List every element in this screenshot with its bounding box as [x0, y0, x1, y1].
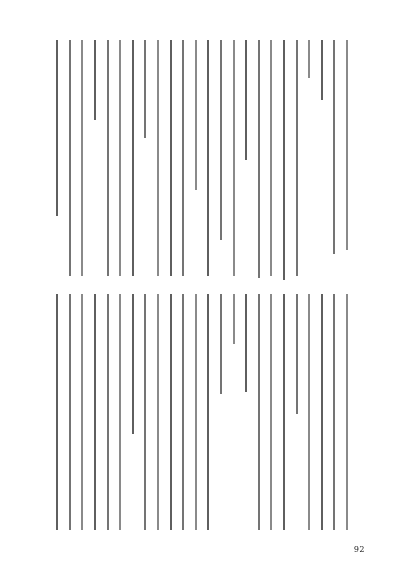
text-column — [233, 40, 235, 276]
text-column — [81, 294, 83, 530]
text-column — [107, 294, 109, 530]
text-column — [296, 40, 298, 276]
text-column — [245, 40, 247, 160]
text-column — [69, 294, 71, 530]
text-column — [144, 40, 146, 138]
text-block-top — [48, 40, 352, 282]
text-column — [182, 294, 184, 530]
text-column — [182, 40, 184, 276]
text-column — [94, 294, 96, 530]
text-column — [132, 294, 134, 434]
text-column — [308, 40, 310, 78]
text-column — [258, 294, 260, 530]
text-column — [195, 294, 197, 530]
text-column — [333, 294, 335, 530]
text-column — [81, 40, 83, 276]
text-column — [195, 40, 197, 190]
text-column — [56, 40, 58, 216]
text-column — [170, 294, 172, 530]
text-column — [283, 40, 285, 280]
text-column — [94, 40, 96, 120]
text-column — [245, 294, 247, 392]
text-column — [333, 40, 335, 254]
text-column — [119, 294, 121, 530]
text-column — [321, 40, 323, 100]
text-column — [270, 40, 272, 276]
text-column — [119, 40, 121, 276]
text-column — [157, 294, 159, 530]
text-column — [69, 40, 71, 276]
text-column — [220, 294, 222, 394]
text-column — [283, 294, 285, 530]
page-number: 92 — [353, 545, 365, 554]
text-column — [233, 294, 235, 344]
text-column — [157, 40, 159, 276]
text-block-bottom — [48, 294, 352, 538]
text-column — [258, 40, 260, 278]
text-column — [270, 294, 272, 530]
text-column — [207, 40, 209, 276]
text-column — [107, 40, 109, 276]
text-column — [346, 294, 348, 530]
text-column — [346, 40, 348, 250]
text-column — [144, 294, 146, 530]
text-column — [296, 294, 298, 414]
text-column — [308, 294, 310, 530]
text-column — [56, 294, 58, 530]
text-column — [170, 40, 172, 276]
text-column — [220, 40, 222, 240]
text-column — [132, 40, 134, 276]
text-column — [321, 294, 323, 530]
text-column — [207, 294, 209, 530]
